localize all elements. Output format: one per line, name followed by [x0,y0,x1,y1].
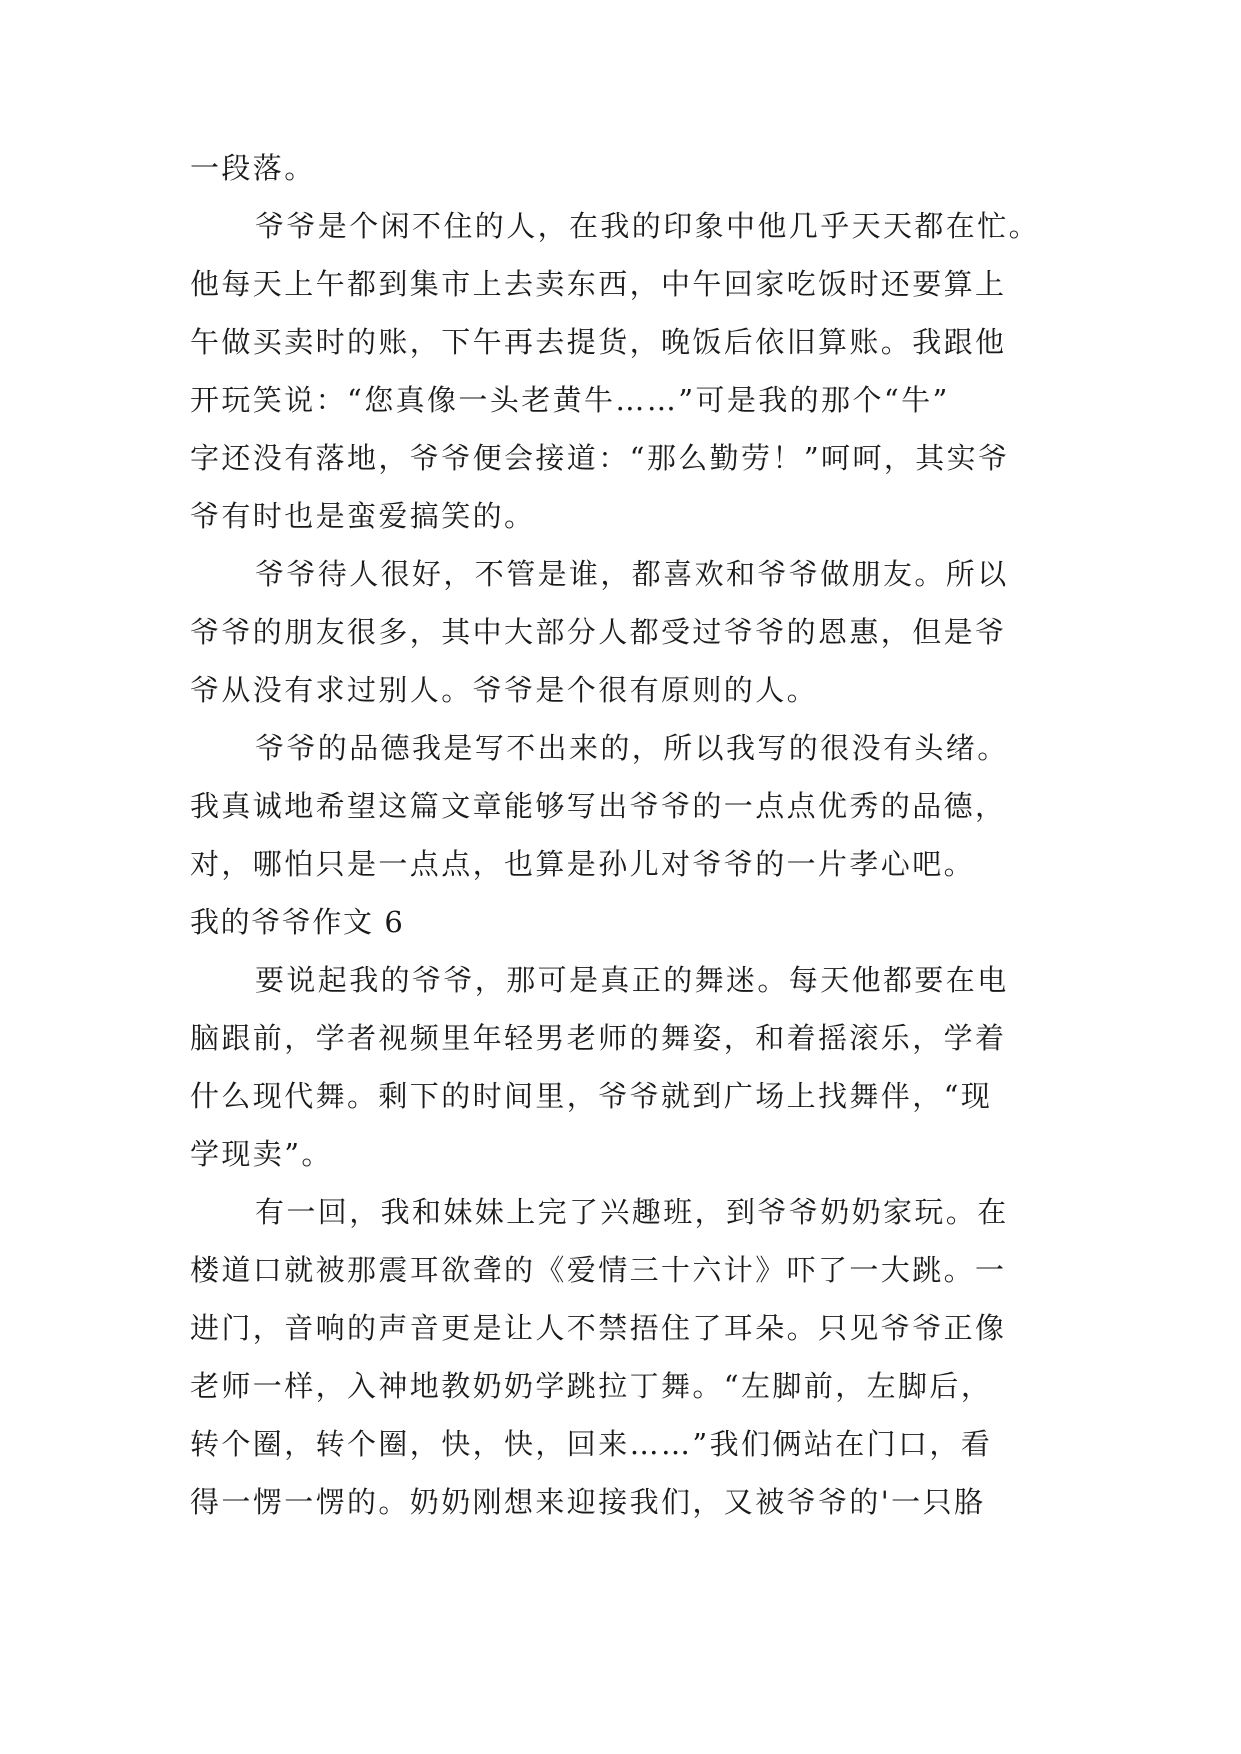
text-line: 午做买卖时的账，下午再去提货，晚饭后依旧算账。我跟他 [190,325,1007,359]
text-line: 一段落。 [190,151,316,185]
text-line: 字还没有落地，爷爷便会接道：“那么勤劳！”呵呵，其实爷 [190,441,1010,475]
text-line: 楼道口就被那震耳欲聋的《爱情三十六计》吓了一大跳。一 [190,1253,1007,1287]
paragraph-first-line: 有一回，我和妹妹上完了兴趣班，到爷爷奶奶家玩。在 [255,1195,1009,1229]
text-line: 开玩笑说：“您真像一头老黄牛……”可是我的那个“牛” [190,383,950,417]
text-line: 爷有时也是蛮爱搞笑的。 [190,499,536,533]
text-line: 对，哪怕只是一点点，也算是孙儿对爷爷的一片孝心吧。 [190,847,976,881]
text-line: 转个圈，转个圈，快，快，回来……”我们俩站在门口，看 [190,1427,993,1461]
text-line: 老师一样，入神地教奶奶学跳拉丁舞。“左脚前，左脚后， [190,1369,993,1403]
section-heading: 我的爷爷作文 6 [190,905,405,939]
paragraph-first-line: 爷爷是个闲不住的人，在我的印象中他几乎天天都在忙。 [255,209,1041,243]
paragraph-first-line: 爷爷待人很好，不管是谁，都喜欢和爷爷做朋友。所以 [255,557,1009,591]
text-line: 他每天上午都到集市上去卖东西，中午回家吃饭时还要算上 [190,267,1007,301]
text-line: 得一愣一愣的。奶奶刚想来迎接我们，又被爷爷的'一只胳 [190,1485,986,1519]
text-line: 爷从没有求过别人。爷爷是个很有原则的人。 [190,673,819,707]
paragraph-first-line: 爷爷的品德我是写不出来的，所以我写的很没有头绪。 [255,731,1009,765]
text-line: 什么现代舞。剩下的时间里，爷爷就到广场上找舞伴，“现 [190,1079,993,1113]
text-line: 进门，音响的声音更是让人不禁捂住了耳朵。只见爷爷正像 [190,1311,1007,1345]
paragraph-first-line: 要说起我的爷爷，那可是真正的舞迷。每天他都要在电 [255,963,1009,997]
text-line: 脑跟前，学者视频里年轻男老师的舞姿，和着摇滚乐，学着 [190,1021,1007,1055]
text-line: 学现卖”。 [190,1137,333,1171]
text-line: 爷爷的朋友很多，其中大部分人都受过爷爷的恩惠，但是爷 [190,615,1007,649]
text-line: 我真诚地希望这篇文章能够写出爷爷的一点点优秀的品德， [190,789,1007,823]
